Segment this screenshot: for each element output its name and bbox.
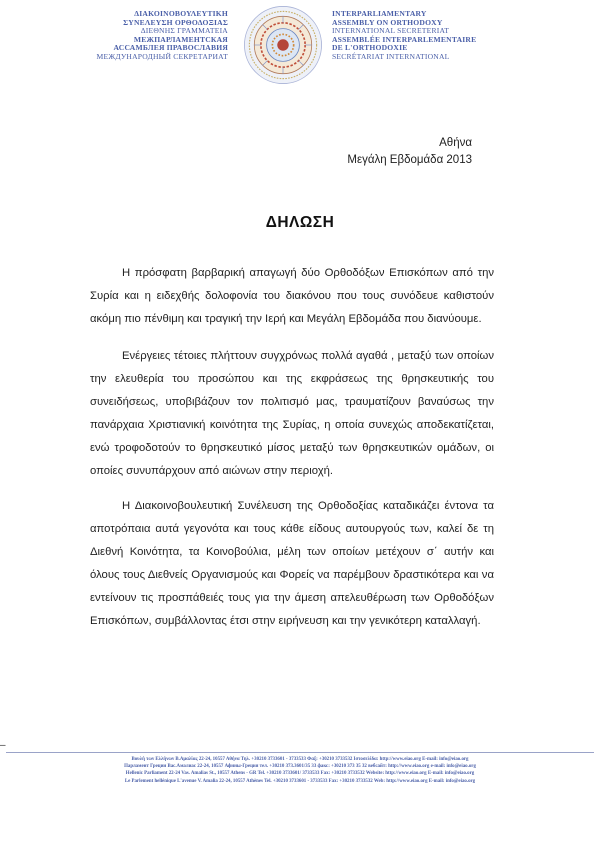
letterhead-left-line: МЕЖПАРЛАМЕНТСКАЯ [133, 34, 228, 44]
letterhead-right-line: INTERPARLIAMENTARY [332, 9, 427, 18]
letterhead-right-line: DE L'ORTHODOXIE [332, 43, 408, 53]
document-title: ΔΗΛΩΣΗ [265, 214, 335, 231]
letterhead-right-line: SECRÉTARIAT INTERNATIONAL [332, 51, 450, 61]
letterhead-left-block [97, 10, 228, 62]
date: Μεγάλη Εβδομάδα 2013 [347, 154, 472, 166]
letterhead-right-line: ASSEMBLÉE INTERPARLEMENTAIRE [332, 34, 477, 44]
footer-contact [0, 756, 600, 785]
city: Αθήνα [439, 137, 472, 149]
date-block [347, 135, 472, 169]
document-body [90, 262, 494, 643]
paragraph: Η Διακοινοβουλευτική Συνέλευση της Ορθοδοξίας καταδικάζει έντονα τα αποτρόπαια αυτά γεγονότα και τους κάθε είδους αυτουργούς των, καλεί δε τη Διεθνή Κοινότητα, τα Κοινοβούλια, μέλη των οποίων μετέχουν σ΄ αυτήν και όλους τους Διεθνείς Οργανισμούς και Φορείς να παρέμβουν δραστικότερα και να εντείνουν τις προσπάθειές τους για την άμεση απελευθέρωση των Ορθοδόξων Επισκόπων, συμβάλλοντας έτσι στην ειρήνευση και την γενικότερη καταλλαγή. [90, 500, 494, 627]
footer-line: Βουλή των Ελλήνων Β.Αμαλίας 22-24, 10557 Αθήνα Τηλ. +30210 3733601 - 3733533 Φαξ: +30210 3733532 Ιστοσελίδα: http://www.eiao.org E-mail: info@eiao.org [131, 757, 469, 762]
letterhead-left-line: МЕЖДУНАРОДНЫЙ СЕКРЕТАРИАТ [96, 51, 228, 61]
letterhead-left-line: ΔΙΑΚΟΙΝΟΒΟΥΛΕΥΤΙΚΗ [134, 9, 228, 18]
footer-line: Le Parlement hellénique L'avenue V. Amalia 22-24, 10557 Athènes Tel. +30210 3733601 - 3733533 Fax: +30210 3733532 Web: http://www.eiao.org E-mail: info@eiao.org [124, 778, 476, 784]
letterhead-left-line: АССАМБЛЕЯ ПРАВОСЛАВИЯ [113, 43, 228, 53]
footer-dash: – [0, 740, 6, 751]
assembly-seal-logo [242, 4, 324, 86]
footer-line: Парламент Греции Вас.Амалиас 22-24, 10557 Афины-Греция тел. +30210 373.3601/35 33 факс: +30210 373 35 32 вебсайт: http://www.eiao.org e-mail: info@eiao.org [124, 764, 476, 770]
letterhead-left-line: ΔΙΕΘΝΗΣ ΓΡΑΜΜΑΤΕΙΑ [140, 26, 228, 36]
letterhead [0, 0, 600, 110]
letterhead-right-block [332, 10, 476, 62]
letterhead-left-line: ΣΥΝΕΛΕΥΣΗ ΟΡΘΟΔΟΞΙΑΣ [123, 17, 228, 27]
footer-divider [6, 752, 594, 753]
footer-line: Hellenic Parliament 22-24 Vas. Amalias St., 10557 Athens - GR Tel. +30210 3733601/ 3733533 Fax: +30210 3733532 Website: http://www.eiao.org E-mail: info@eiao.org [125, 771, 475, 777]
letterhead-right-line: ASSEMBLY ON ORTHODOXY [332, 17, 443, 27]
paragraph: Η πρόσφατη βαρβαρική απαγωγή δύο Ορθοδόξων Επισκόπων από την Συρία και η ειδεχθής δολοφονία του διακόνου που τους συνόδευε καθιστούν ακόμη πιο πένθιμη και τραγική την Ιερή και Μεγάλη Εβδομάδα που διανύουμε. [90, 267, 494, 325]
letterhead-right-line: INTERNATIONAL SECRETERIAT [332, 26, 450, 36]
paragraph: Ενέργειες τέτοιες πλήττουν συγχρόνως πολλά αγαθά , μεταξύ των οποίων την ελευθερία του προσώπου και της εκφράσεως της θρησκευτικής του συνειδήσεως, υποβιβάζουν τον πολιτισμό μας, τραυματίζουν βαναύσως την πανάρχαια Χριστιανική κοινότητα της Συρίας, η οποία συνεχώς αποδεκατίζεται, ενώ τροφοδοτούν το θρησκευτικό μίσος μεταξύ των θρησκευτικών ομάδων, οι οποίες συνυπάρχουν από αιώνων στην περιοχή. [90, 350, 494, 477]
